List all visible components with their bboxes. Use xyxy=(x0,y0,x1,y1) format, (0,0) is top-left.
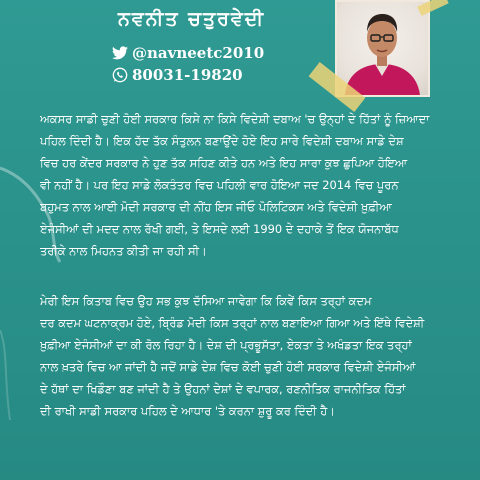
phone-number: 80031-19820 xyxy=(132,66,243,84)
text-line: ਦਰ ਕਦਮ ਘਟਨਾਕ੍ਰਮ ਹੋਏ, ਬ੍ਰਿੰਡ ਮੋਦੀ ਕਿਸ ਤਰ੍ਹਾਂ ਨਾਲ ਬਣਾਇਆ ਗਿਆ ਅਤੇ ਇੱਥੇ ਵਿਦੇਸ਼ੀ xyxy=(40,316,425,330)
whatsapp-contact xyxy=(112,66,243,84)
text-line: ਏਜੰਸੀਆਂ ਦੀ ਮਦਦ ਨਾਲ ਰੱਖੀ ਗਈ, ਤੇ ਇਸਦੇ ਲਈ 1990 ਦੇ ਦਹਾਕੇ ਤੋਂ ਇਕ ਯੋਜਨਾਬੱਧ xyxy=(40,222,399,236)
text-line: ਨਾਲ ਖ਼ਤਰੇ ਵਿਚ ਆ ਜਾਂਦੀ ਹੈ ਜਦੋਂ ਸਾਡੇ ਦੇਸ਼ ਵਿਚ ਕੋਈ ਚੁਣੀ ਹੋਈ ਸਰਕਾਰ ਵਿਦੇਸ਼ੀ ਏਜੰਸੀਆਂ xyxy=(40,360,416,374)
text-line: ਤਰੀਕੇ ਨਾਲ ਮਿਹਨਤ ਕੀਤੀ ਜਾ ਰਹੀ ਸੀ। xyxy=(40,244,207,258)
author-photo xyxy=(335,0,430,97)
text-line: ਵਿਚ ਹਰ ਕੇਂਦਰ ਸਰਕਾਰ ਨੇ ਹੁਣ ਤੱਕ ਸਹਿਣ ਕੀਤੇ ਹਨ ਅਤੇ ਇਹ ਸਾਰਾ ਕੁਝ ਛੁਪਿਆ ਹੋਇਆ xyxy=(40,156,408,170)
blurb-paragraph-2 xyxy=(40,290,460,422)
text-line: ਖ਼ੁਫ਼ੀਆ ਏਜੰਸੀਆਂ ਦਾ ਕੀ ਰੋਲ ਰਿਹਾ ਹੈ। ਦੇਸ਼ ਦੀ ਪ੍ਰਭੂਸੱਤਾ, ਏਕਤਾ ਤੇ ਅਖੰਡਤਾ ਇਕ ਤਰ੍ਹਾਂ xyxy=(40,338,412,352)
text-line: ਮੇਰੀ ਇਸ ਕਿਤਾਬ ਵਿਚ ਉਹ ਸਭ ਕੁਝ ਦੱਸਿਆ ਜਾਵੇਗਾ ਕਿ ਕਿਵੇਂ ਕਿਸ ਤਰ੍ਹਾਂ ਕਦਮ xyxy=(40,294,372,308)
twitter-bird-icon xyxy=(112,45,128,61)
twitter-contact xyxy=(112,44,264,62)
twitter-handle: @navneetc2010 xyxy=(132,44,265,62)
text-line: ਬਹੁਮਤ ਨਾਲ ਆਈ ਮੋਦੀ ਸਰਕਾਰ ਦੀ ਨੀਂਹ ਇਸ ਜੀਓ ਪੋਲਿਟਿਕਸ ਅਤੇ ਵਿਦੇਸ਼ੀ ਖ਼ੁਫ਼ੀਆ xyxy=(40,200,392,214)
whatsapp-icon xyxy=(112,67,128,83)
author-name: ਨਵਨੀਤ ਚਤੁਰਵੇਦੀ xyxy=(118,8,266,30)
text-line: ਦੀ ਰਾਖੀ ਸਾਡੀ ਸਰਕਾਰ ਪਹਿਲ ਦੇ ਆਧਾਰ 'ਤੇ ਕਰਨਾ ਸ਼ੁਰੂ ਕਰ ਦਿੰਦੀ ਹੈ। xyxy=(40,404,335,418)
text-line: ਪਹਿਲ ਦਿੰਦੀ ਹੈ। ਇਕ ਹੱਦ ਤੱਕ ਸੰਤੁਲਨ ਬਣਾਉਂਦੇ ਹੋਏ ਇਹ ਸਾਰੇ ਵਿਦੇਸ਼ੀ ਦਬਾਅ ਸਾਡੇ ਦੇਸ਼ xyxy=(40,134,404,148)
text-line: ਅਕਸਰ ਸਾਡੀ ਚੁਣੀ ਹੋਈ ਸਰਕਾਰ ਕਿਸੇ ਨਾ ਕਿਸੇ ਵਿਦੇਸ਼ੀ ਦਬਾਅ 'ਚ ਉਨ੍ਹਾਂ ਦੇ ਹਿੱਤਾਂ ਨੂੰ ਜ਼ਿਆਦਾ xyxy=(40,112,430,126)
text-line: ਵੀ ਨਹੀਂ ਹੈ। ਪਰ ਇਹ ਸਾਡੇ ਲੋਕਤੰਤਰ ਵਿਚ ਪਹਿਲੀ ਵਾਰ ਹੋਇਆ ਜਦ 2014 ਵਿਚ ਪੂਰਨ xyxy=(40,178,399,192)
blurb-paragraph-1 xyxy=(40,108,460,262)
text-line: ਦੇ ਹੱਥਾਂ ਦਾ ਖਿਡੌਣਾ ਬਣ ਜਾਂਦੀ ਹੈ ਤੇ ਉਹਨਾਂ ਦੇਸ਼ਾਂ ਦੇ ਵਪਾਰਕ, ਰਣਨੀਤਿਕ ਰਾਜਨੀਤਿਕ ਹਿੱਤਾਂ xyxy=(40,382,406,396)
